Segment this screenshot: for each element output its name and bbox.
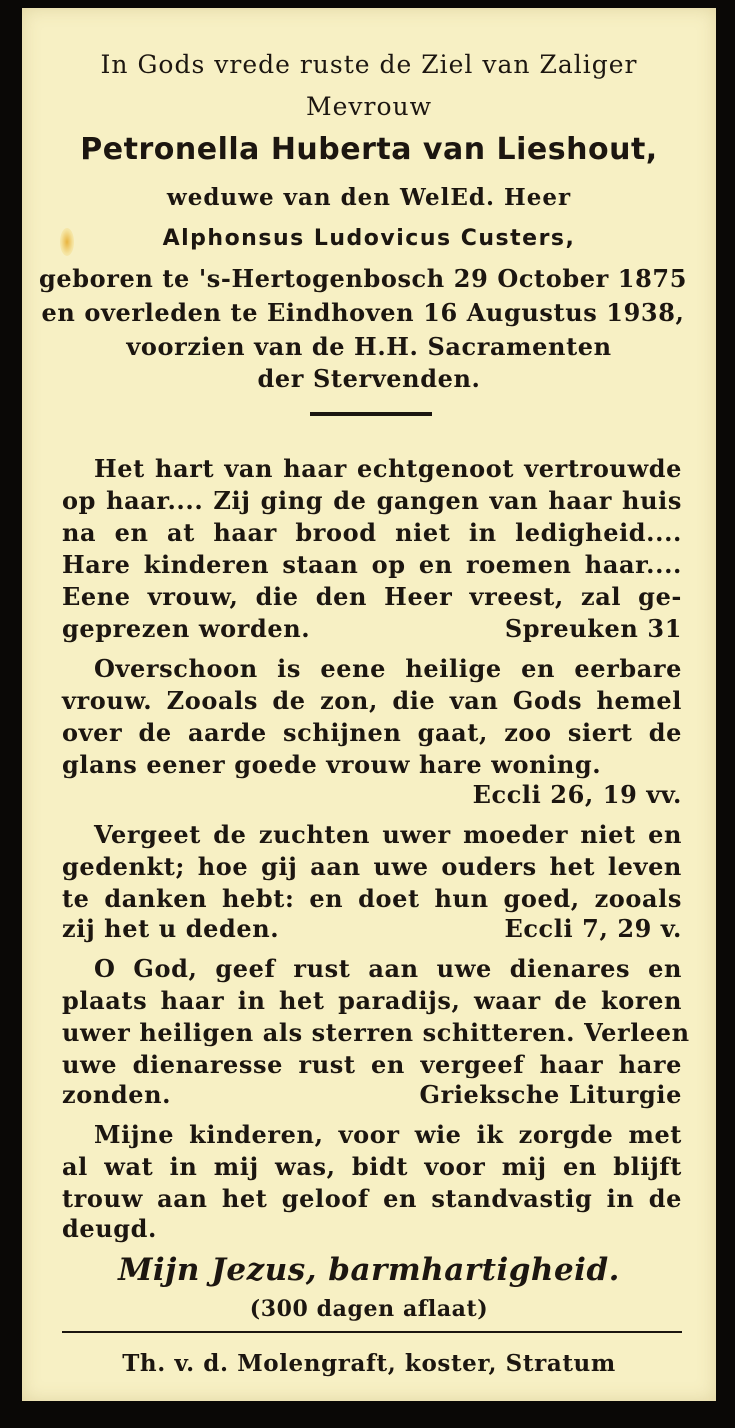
separator-long	[62, 1331, 682, 1333]
verse-5-line: trouw aan het geloof en standvastig in de	[62, 1184, 682, 1213]
verse-2-reference: Eccli 26, 19 vv.	[472, 780, 682, 809]
deceased-name: Petronella Huberta van Lieshout,	[80, 132, 658, 167]
verse-1-reference: Spreuken 31	[504, 614, 682, 643]
title-mevrouw: Mevrouw	[305, 92, 433, 121]
verse-3-line: gedenkt; hoe gij aan uwe ouders het leven	[62, 852, 682, 881]
separator-short	[310, 412, 432, 416]
verse-2-line: over de aarde schijnen gaat, zoo siert de	[62, 718, 682, 747]
opening-line: In Gods vrede ruste de Ziel van Zaliger	[100, 50, 638, 79]
printer-credit: Th. v. d. Molengraft, koster, Stratum	[122, 1350, 616, 1377]
verse-3-line: te danken hebt: en doet hun goed, zooals	[62, 884, 682, 913]
birth-line: geboren te 's-Hertogenbosch 29 October 1875	[38, 264, 687, 293]
verse-4-line: zonden.	[62, 1080, 172, 1109]
husband-name: Alphonsus Ludovicus Custers,	[162, 226, 576, 251]
sacraments-line-1: voorzien van de H.H. Sacramenten	[126, 332, 612, 361]
prayer-motto: Mijn Jezus, barmhartigheid.	[118, 1252, 620, 1288]
verse-4-line: plaats haar in het paradijs, waar de koren	[62, 986, 682, 1015]
verse-3-line: Vergeet de zuchten uwer moeder niet en	[94, 820, 682, 849]
verse-1-line: Hare kinderen staan op en roemen haar....	[62, 550, 682, 579]
verse-4-reference: Grieksche Liturgie	[419, 1080, 682, 1109]
verse-1-line: na en at haar brood niet in ledigheid....	[62, 518, 682, 547]
verse-4-line: uwe dienaresse rust en vergeef haar hare	[62, 1050, 682, 1079]
indulgence-note: (300 dagen aflaat)	[249, 1296, 489, 1322]
verse-1-line: Eene vrouw, die den Heer vreest, zal ge-	[62, 582, 682, 611]
verse-1-line: geprezen worden.	[62, 614, 311, 643]
verse-5-line: Mijne kinderen, voor wie ik zorgde met	[94, 1120, 682, 1149]
verse-2-line: vrouw. Zooals de zon, die van Gods hemel	[62, 686, 682, 715]
widow-of-line: weduwe van den WelEd. Heer	[166, 184, 572, 211]
verse-5-line: deugd.	[62, 1214, 158, 1243]
verse-1-line: op haar.... Zij ging de gangen van haar huis	[62, 486, 682, 515]
verse-3-line: zij het u deden.	[62, 914, 280, 943]
verse-1-line: Het hart van haar echtgenoot vertrouwde	[94, 454, 682, 483]
sacraments-line-2: der Stervenden.	[257, 364, 481, 393]
verse-4-line: uwer heiligen als sterren schitteren. Verleen	[62, 1018, 690, 1047]
verse-3-reference: Eccli 7, 29 v.	[504, 914, 682, 943]
verse-5-line: al wat in mij was, bidt voor mij en blijft	[62, 1152, 682, 1181]
verse-2-line: glans eener goede vrouw hare woning.	[62, 750, 602, 779]
memorial-card	[22, 8, 716, 1401]
verse-4-line: O God, geef rust aan uwe dienares en	[94, 954, 682, 983]
verse-2-line: Overschoon is eene heilige en eerbare	[94, 654, 682, 683]
death-line: en overleden te Eindhoven 16 Augustus 1938,	[41, 298, 685, 327]
